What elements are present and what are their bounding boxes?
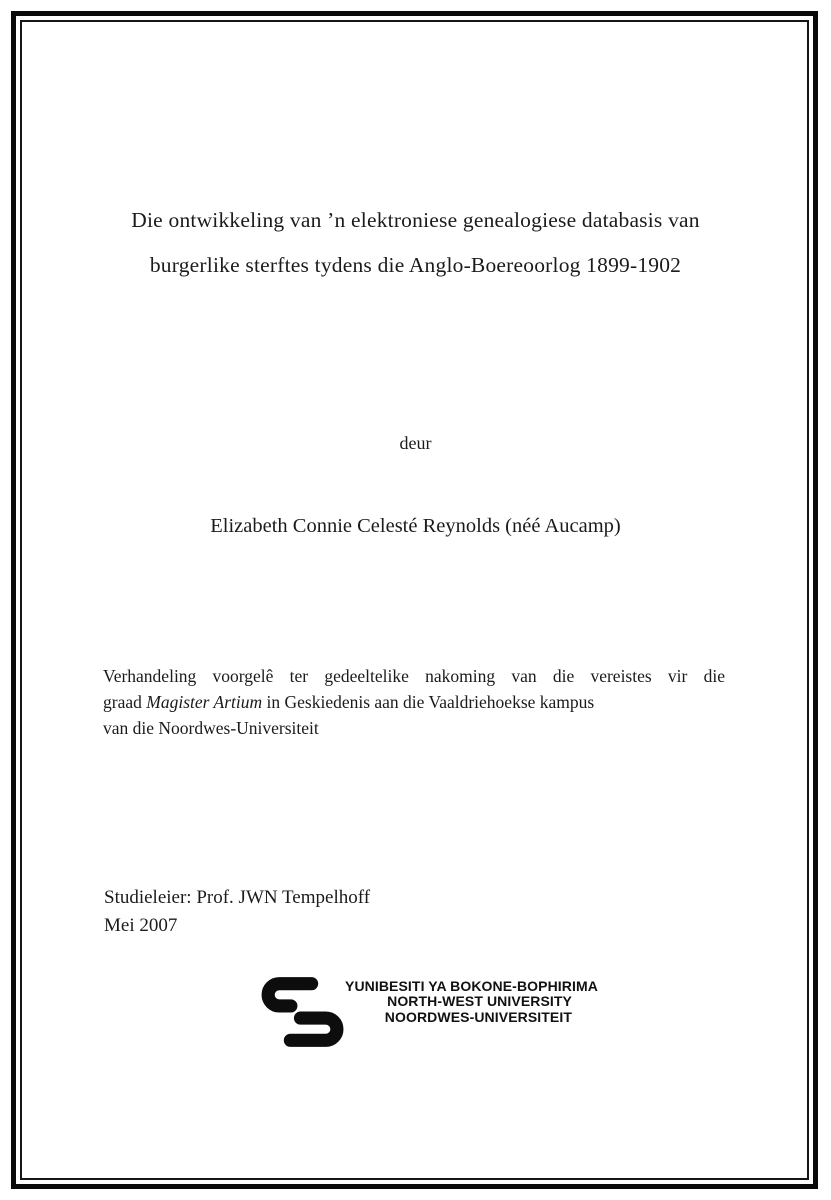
statement-line1 [103, 663, 725, 689]
university-wordmark [345, 978, 598, 1025]
byline-label: deur [399, 433, 432, 453]
statement-word: voorgelê [212, 666, 274, 686]
thesis-title [60, 198, 771, 288]
statement-word: van [511, 666, 537, 686]
statement-line2-prefix: graad [103, 692, 147, 712]
thesis-statement [103, 663, 725, 741]
statement-word: die [552, 666, 575, 686]
university-logo [257, 976, 598, 1048]
statement-word: vereistes [590, 666, 652, 686]
statement-line3: van die Noordwes-Universiteit [103, 718, 319, 738]
supervisor-line: Studieleier: Prof. JWN Tempelhoff [104, 887, 371, 908]
thesis-title-line2: burgerlike sterftes tydens die Anglo-Boereoorlog 1899-1902 [149, 253, 682, 277]
statement-line2 [103, 689, 725, 715]
statement-word: vir [667, 666, 688, 686]
statement-word: nakoming [425, 666, 496, 686]
thesis-title-line1: Die ontwikkeling van ’n elektroniese genealogiese databasis van [131, 208, 700, 232]
university-name-setswana: YUNIBESITI YA BOKONE-BOPHIRIMA [345, 978, 598, 994]
statement-word: ter [289, 666, 309, 686]
date-line: Mei 2007 [104, 914, 178, 936]
author-name: Elizabeth Connie Celesté Reynolds (néé Aucamp) [210, 515, 621, 537]
university-name-afrikaans: NOORDWES-UNIVERSITEIT [384, 1008, 572, 1025]
university-name-english: NORTH-WEST UNIVERSITY [387, 993, 572, 1010]
credits-block [104, 884, 370, 939]
statement-degree-name: Magister Artium [146, 692, 263, 712]
nwu-logo-mark-icon [257, 976, 345, 1048]
statement-line2-suffix: in Geskiedenis aan die Vaaldriehoekse kampus [262, 692, 595, 712]
statement-word: Verhandeling [103, 666, 197, 686]
statement-word: gedeeltelike [324, 666, 409, 686]
statement-word: die [703, 666, 725, 686]
